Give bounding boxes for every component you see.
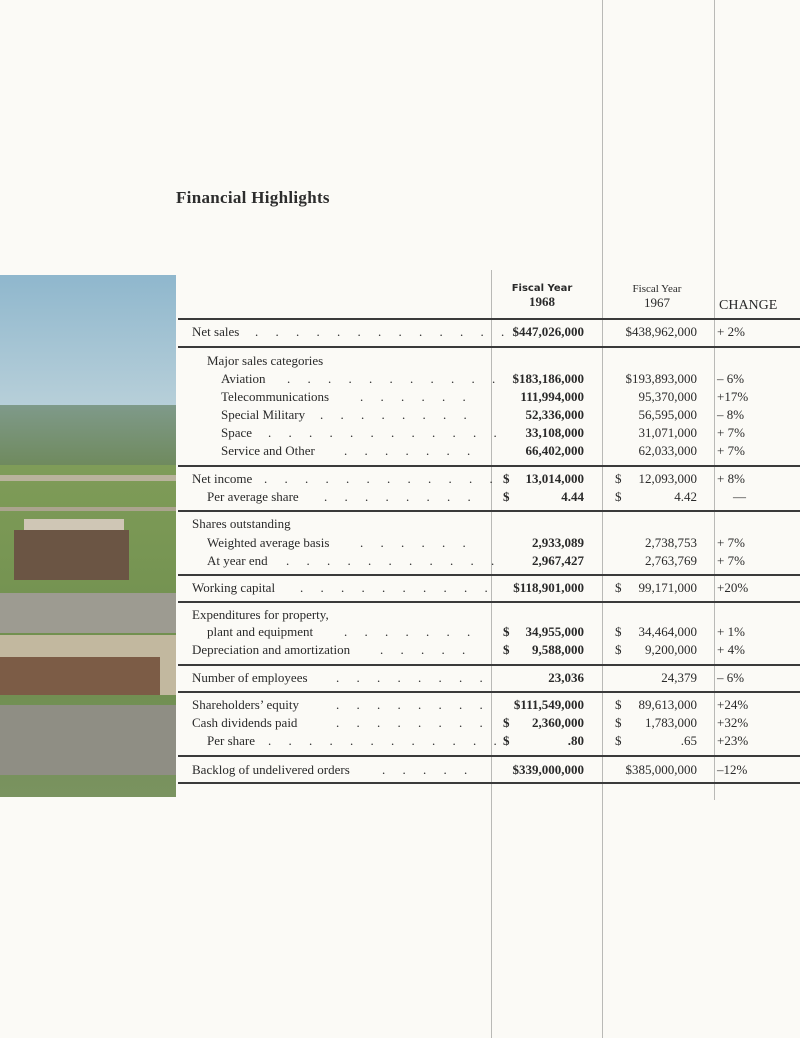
- value-1968: $447,026,000: [512, 324, 584, 339]
- rule: [178, 574, 800, 576]
- leader-dots: . . . . . . . .: [320, 407, 474, 422]
- leader-dots: . . . . . . . . . . . .: [268, 425, 504, 440]
- value-1967: $193,893,000: [625, 371, 697, 386]
- value-1968: 2,967,427: [532, 553, 584, 568]
- row-label: Telecommunications: [221, 389, 330, 404]
- leader-dots: . . . . . . . . . . .: [287, 371, 503, 386]
- value-1967: 34,464,000: [638, 624, 697, 639]
- row-label: plant and equipment: [207, 624, 314, 639]
- value-1968: $339,000,000: [512, 762, 584, 777]
- change-value: + 4%: [717, 642, 745, 657]
- leader-dots: . . . . . . . .: [336, 697, 490, 712]
- value-1967: 56,595,000: [638, 407, 697, 422]
- header-fy-1968: [500, 283, 584, 310]
- value-1968: 2,933,089: [532, 535, 584, 550]
- header-change: CHANGE: [719, 298, 778, 313]
- header-fy-1968-year: 1968: [529, 294, 555, 309]
- page-title: Financial Highlights: [176, 188, 330, 207]
- value-1968: 52,336,000: [525, 407, 584, 422]
- rule: [178, 664, 800, 666]
- value-1967: 99,171,000: [638, 580, 697, 595]
- change-value: – 6%: [717, 670, 745, 685]
- value-1967: 4.42: [674, 489, 697, 504]
- row-label: Weighted average basis: [207, 535, 330, 550]
- section-label: Shares outstanding: [192, 516, 291, 531]
- change-value: + 1%: [717, 624, 745, 639]
- section-label: Major sales categories: [207, 353, 324, 368]
- value-1968: $183,186,000: [512, 371, 584, 386]
- row-label: Service and Other: [221, 443, 315, 458]
- value-1967: $385,000,000: [625, 762, 697, 777]
- value-1968: .80: [567, 733, 584, 748]
- row-label: Net sales: [192, 324, 240, 339]
- change-value: —: [733, 489, 746, 504]
- leader-dots: . . . . . . .: [344, 443, 478, 458]
- change-value: +17%: [717, 389, 749, 404]
- leader-dots: . . . . . . . . . . . .: [268, 733, 504, 748]
- leader-dots: . . . . .: [382, 762, 475, 777]
- change-value: + 7%: [717, 443, 745, 458]
- currency-sign-1967: $: [615, 489, 622, 504]
- value-1968: 66,402,000: [525, 443, 584, 458]
- value-1968: 111,994,000: [520, 389, 584, 404]
- leader-dots: . . . . .: [380, 642, 473, 657]
- header-fy-1967: [615, 283, 699, 311]
- value-1967: .65: [680, 733, 697, 748]
- value-1968: 33,108,000: [525, 425, 584, 440]
- row-label: Space: [221, 425, 253, 440]
- rule: [178, 510, 800, 512]
- currency-sign-1967: $: [615, 733, 622, 748]
- value-1967: 95,370,000: [638, 389, 697, 404]
- change-value: +23%: [717, 733, 749, 748]
- currency-sign-1968: $: [503, 624, 510, 639]
- change-value: + 7%: [717, 425, 745, 440]
- rule-bottom: [178, 782, 800, 784]
- currency-sign-1968: $: [503, 489, 510, 504]
- aerial-plant-photo: [0, 275, 176, 797]
- leader-dots: . . . . . .: [360, 535, 473, 550]
- currency-sign-1968: $: [503, 471, 510, 486]
- value-1967: 2,738,753: [645, 535, 697, 550]
- value-1968: 13,014,000: [525, 471, 584, 486]
- leader-dots: . . . . . . . .: [324, 489, 478, 504]
- row-label: Per average share: [207, 489, 299, 504]
- change-value: – 8%: [717, 407, 745, 422]
- rule: [178, 601, 800, 603]
- value-1968: $111,549,000: [513, 697, 584, 712]
- currency-sign-1967: $: [615, 624, 622, 639]
- currency-sign-1967: $: [615, 715, 622, 730]
- value-1967: 2,763,769: [645, 553, 697, 568]
- change-value: + 7%: [717, 553, 745, 568]
- rule-top: [178, 318, 800, 320]
- leader-dots: . . . . . .: [360, 389, 473, 404]
- change-value: +24%: [717, 697, 749, 712]
- change-value: +20%: [717, 580, 749, 595]
- leader-dots: . . . . . . . . . . . . .: [255, 324, 512, 339]
- row-label: Special Military: [221, 407, 306, 422]
- value-1968: 9,588,000: [532, 642, 584, 657]
- change-value: –12%: [717, 762, 748, 777]
- leader-dots: . . . . . . . . . . .: [286, 553, 502, 568]
- currency-sign-1967: $: [615, 580, 622, 595]
- value-1967: 31,071,000: [638, 425, 697, 440]
- currency-sign-1968: $: [503, 715, 510, 730]
- leader-dots: . . . . . . . . . . . .: [264, 471, 500, 486]
- row-label: Backlog of undelivered orders: [192, 762, 350, 777]
- rule: [178, 755, 800, 757]
- value-1968: 34,955,000: [525, 624, 584, 639]
- value-1967: 89,613,000: [638, 697, 697, 712]
- rule: [178, 346, 800, 348]
- value-1967: 9,200,000: [645, 642, 697, 657]
- change-value: + 2%: [717, 324, 745, 339]
- header-fy-1967-label: Fiscal Year: [632, 283, 682, 295]
- row-label: Aviation: [221, 371, 266, 386]
- currency-sign-1968: $: [503, 642, 510, 657]
- currency-sign-1968: $: [503, 733, 510, 748]
- currency-sign-1967: $: [615, 697, 622, 712]
- change-value: – 6%: [717, 371, 745, 386]
- value-1968: 2,360,000: [532, 715, 584, 730]
- leader-dots: . . . . . . . .: [336, 670, 490, 685]
- currency-sign-1967: $: [615, 642, 622, 657]
- change-value: + 8%: [717, 471, 745, 486]
- row-label: Expenditures for property,: [192, 607, 329, 622]
- header-fy-1967-year: 1967: [644, 295, 670, 310]
- currency-sign-1967: $: [615, 471, 622, 486]
- value-1967: 62,033,000: [638, 443, 697, 458]
- column-rule-change: [714, 0, 715, 800]
- rule: [178, 465, 800, 467]
- row-label: Number of employees: [192, 670, 308, 685]
- row-label: Shareholders’ equity: [192, 697, 299, 712]
- row-label: Cash dividends paid: [192, 715, 298, 730]
- value-1968: $118,901,000: [513, 580, 584, 595]
- value-1967: 1,783,000: [645, 715, 697, 730]
- row-label: At year end: [207, 553, 268, 568]
- row-label: Depreciation and amortization: [192, 642, 351, 657]
- leader-dots: . . . . . . .: [344, 624, 478, 639]
- header-fy-1968-label: Fiscal Year: [511, 283, 573, 294]
- value-1968: 4.44: [561, 489, 584, 504]
- value-1967: 12,093,000: [638, 471, 697, 486]
- row-label: Net income: [192, 471, 253, 486]
- leader-dots: . . . . . . . . . .: [300, 580, 495, 595]
- rule: [178, 691, 800, 693]
- change-value: + 7%: [717, 535, 745, 550]
- row-label: Working capital: [192, 580, 276, 595]
- change-value: +32%: [717, 715, 749, 730]
- row-label: Per share: [207, 733, 256, 748]
- value-1968: 23,036: [548, 670, 584, 685]
- leader-dots: . . . . . . . .: [336, 715, 490, 730]
- column-rule-1967: [602, 0, 603, 1038]
- value-1967: 24,379: [661, 670, 697, 685]
- value-1967: $438,962,000: [625, 324, 697, 339]
